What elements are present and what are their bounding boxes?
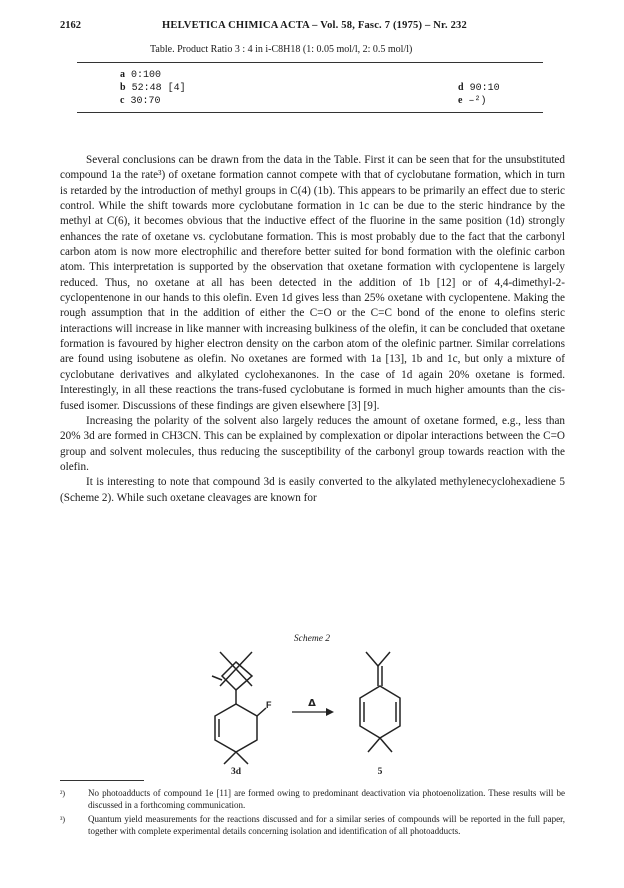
row-value: 90:10 — [469, 83, 500, 94]
table-row — [120, 95, 160, 107]
paragraph-3: It is interesting to note that compound 3d is easily converted to the alkylated methylenecyclohexadiene 5 (Scheme 2). While such oxetane cleavages are known for — [60, 476, 565, 504]
row-value: 52:48 [4] — [131, 83, 186, 94]
table-row — [458, 82, 500, 94]
page-number: 2162 — [60, 20, 81, 31]
structure-5-label: 5 — [377, 767, 383, 776]
structure-3d — [212, 652, 266, 764]
row-value: 0:100 — [131, 70, 162, 81]
footnote-text: Quantum yield measurements for the reactions discussed and for a similar series of compounds will be reported in the full paper, together with complete experimental details concerning isolation and identification of all photoadducts. — [88, 814, 565, 836]
row-value: –²) — [468, 96, 487, 107]
table-bottom-rule — [77, 112, 543, 113]
structure-5 — [360, 652, 400, 752]
journal-line: HELVETICA CHIMICA ACTA – Vol. 58, Fasc. 7 (1975) – Nr. 232 — [162, 20, 467, 31]
footnote-text: No photoadducts of compound 1e [11] are formed owing to predominant deactivation via photoenolization. These results will be discussed in a forthcoming communication. — [88, 788, 565, 810]
footnote-mark: ³) — [60, 815, 66, 824]
running-header — [60, 20, 560, 36]
row-value: 30:70 — [130, 96, 161, 107]
scheme-2-figure — [0, 646, 624, 776]
paragraph-1: Several conclusions can be drawn from the data in the Table. First it can be seen that for the unsubstituted compound 1a the rate³) of oxetane formation cannot compete with that of cyclobutane formation, which in turn is retarded by the introduction of methyl groups in C(4) (1b). This appears to be primarily an effect due to steric control. While the shift towards more cyclobutane formation in 1c can be due to the steric hindrance by the methyl at C(6), it becomes obvious that the inductive effect of the fluorine in the same position (1d) strongly enhances the rate of oxetane vs. cyclobutane formation. This is most probably due to the fact that the carbonyl carbon atom is now more electrophilic and therefore better suited for bond formation with the olefinic carbon atom. This interpretation is supported by the observation that oxetane formation with cyclopentene is largely reduced. Thus, no oxetane at all has been detected in the addition of 1b [12] or of 4,4-dimethyl-2-cyclopentenone in our hands to this olefin. Even 1d gives less than 25% oxetane with cyclopentene. Making the rough assumption that in the addition of either the C=O or the C=C bond of the enone to olefins steric interactions will increase in like manner with increasing bulkiness of the olefin, it can be concluded that oxetane formation is favoured by higher electron density on the carbon atom of the olefinic partner. Similar correlations are found using isobutene as olefin. No oxetanes are formed with 1a [13], 1b and 1c, but only a mixture of cyclobutane derivatives and alkylated cyclohexanones. In the case of 1d again 20% oxetane is formed. Interestingly, in all these reactions the trans-fused cyclobutane is formed in much higher amounts than the cis-fused isomer. Discussions of these findings are given elsewhere [3] [9]. — [60, 154, 565, 412]
footnote-mark: ²) — [60, 789, 66, 798]
footnote-rule — [60, 780, 144, 781]
footnote-2 — [60, 788, 565, 811]
fluorine-label: F — [266, 700, 272, 710]
heat-label: Δ — [308, 698, 316, 709]
row-label: c — [120, 95, 125, 106]
table-caption: Table. Product Ratio 3 : 4 in i-C8H18 (1: 0.05 mol/l, 2: 0.5 mol/l) — [150, 44, 413, 55]
row-label: b — [120, 82, 126, 93]
paragraph-2: Increasing the polarity of the solvent also largely reduces the amount of oxetane formed, e.g., less than 20% 3d are formed in CH3CN. This can be explained by complexation or dipolar interactions between the C=O group and solvent molecules, thus reducing the susceptibility of the carbonyl group towards reaction with the olefin. — [60, 414, 565, 473]
row-label: d — [458, 82, 464, 93]
table-row — [120, 69, 161, 81]
row-label: a — [120, 69, 125, 80]
row-label: e — [458, 95, 463, 106]
footnote-3 — [60, 814, 565, 837]
body-text — [60, 153, 565, 506]
table-top-rule — [77, 62, 543, 63]
structure-3d-label: 3d — [230, 767, 242, 776]
reaction-arrow — [292, 708, 334, 716]
scheme-title: Scheme 2 — [293, 634, 331, 644]
table-row — [120, 82, 186, 94]
table-row — [458, 95, 486, 107]
